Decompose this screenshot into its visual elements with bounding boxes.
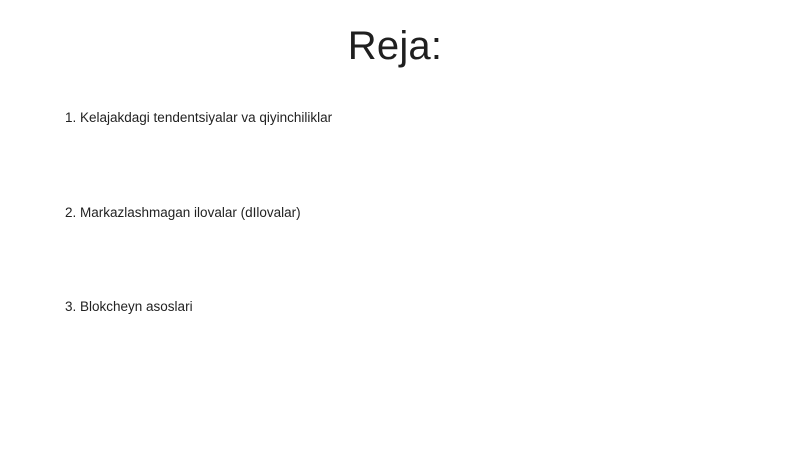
slide-title: Reja: — [347, 24, 443, 68]
list-item: 1. Kelajakdagi tendentsiyalar va qiyinchiliklar — [65, 110, 333, 125]
list-item: 3. Blokcheyn asoslari — [65, 299, 193, 314]
list-item: 2. Markazlashmagan ilovalar (dIlovalar) — [65, 205, 301, 220]
